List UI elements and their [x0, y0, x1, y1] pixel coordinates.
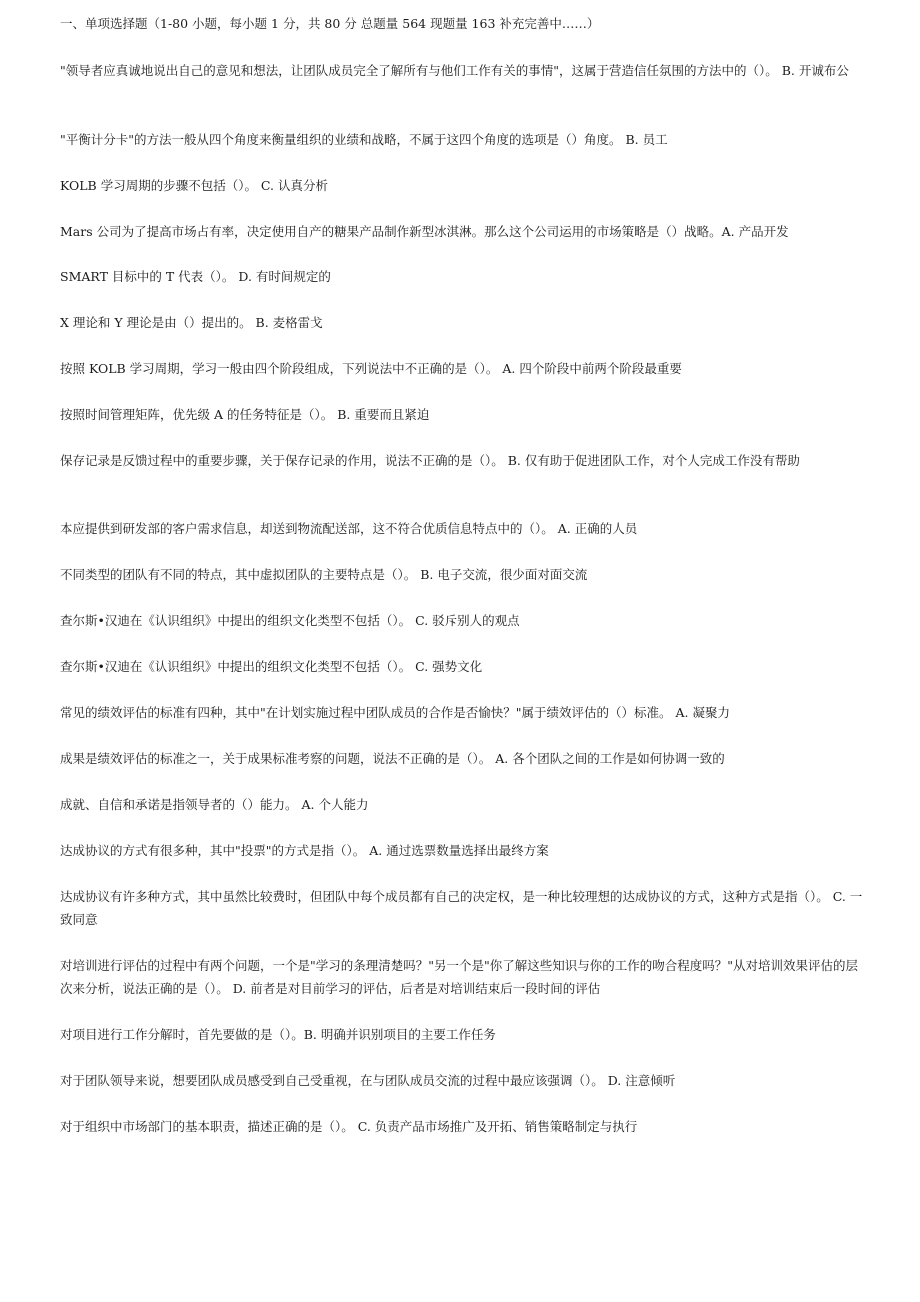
question-item: "领导者应真诚地说出自己的意见和想法，让团队成员完全了解所有与他们工作有关的事情"，这属于营造信任氛围的方法中的（）。 B. 开诚布公 — [60, 63, 849, 78]
question-item: Mars 公司为了提高市场占有率，决定使用自产的糖果产品制作新型冰淇淋。那么这个公司运用的市场策略是（）战略。A. 产品开发 — [60, 224, 789, 239]
question-item: "平衡计分卡"的方法一般从四个角度来衡量组织的业绩和战略，不属于这四个角度的选项是（）角度。 B. 员工 — [60, 132, 668, 147]
question-item: 对项目进行工作分解时，首先要做的是（）。B. 明确并识别项目的主要工作任务 — [60, 1027, 496, 1042]
question-item: 按照 KOLB 学习周期，学习一般由四个阶段组成，下列说法中不正确的是（）。 A. 四个阶段中前两个阶段最重要 — [60, 361, 682, 376]
question-item: X 理论和 Y 理论是由（）提出的。 B. 麦格雷戈 — [60, 315, 323, 330]
question-item: 查尔斯•汉迪在《认识组织》中提出的组织文化类型不包括（）。 C. 强势文化 — [60, 659, 483, 674]
question-item: 按照时间管理矩阵，优先级 A 的任务特征是（）。 B. 重要而且紧迫 — [60, 407, 430, 422]
question-item: 对于组织中市场部门的基本职责，描述正确的是（）。 C. 负责产品市场推广及开拓、销售策略制定与执行 — [60, 1119, 638, 1134]
question-item: 本应提供到研发部的客户需求信息，却送到物流配送部，这不符合优质信息特点中的（）。 A. 正确的人员 — [60, 521, 638, 536]
question-item: 不同类型的团队有不同的特点，其中虚拟团队的主要特点是（）。 B. 电子交流，很少面对面交流 — [60, 567, 588, 582]
question-item: 达成协议的方式有很多种，其中"投票"的方式是指（）。 A. 通过选票数量选择出最终方案 — [60, 843, 549, 858]
question-item: 对培训进行评估的过程中有两个问题，一个是"学习的条理清楚吗？"另一个是"你了解这些知识与你的工作的吻合程度吗？"从对培训效果评估的层次来分析，说法正确的是（）。 D. 前者是对目前学习的评估，后者是对培训结束后一段时间的评估 — [60, 958, 859, 996]
question-item: 成果是绩效评估的标准之一，关于成果标准考察的问题，说法不正确的是（）。 A. 各个团队之间的工作是如何协调一致的 — [60, 751, 725, 766]
question-item: KOLB 学习周期的步骤不包括（）。 C. 认真分析 — [60, 178, 329, 193]
question-item: 常见的绩效评估的标准有四种，其中"在计划实施过程中团队成员的合作是否愉快？"属于绩效评估的（）标准。 A. 凝聚力 — [60, 705, 730, 720]
section-heading: 一、单项选择题（1-80 小题，每小题 1 分，共 80 分 总题量 564 现题量 163 补充完善中……） — [60, 16, 600, 31]
question-item: 成就、自信和承诺是指领导者的（）能力。 A. 个人能力 — [60, 797, 369, 812]
question-item: 查尔斯•汉迪在《认识组织》中提出的组织文化类型不包括（）。 C. 驳斥别人的观点 — [60, 613, 520, 628]
question-item: 达成协议有许多种方式，其中虽然比较费时，但团队中每个成员都有自己的决定权，是一种比较理想的达成协议的方式，这种方式是指（）。 C. 一致同意 — [60, 889, 863, 927]
question-item: SMART 目标中的 T 代表（）。 D. 有时间规定的 — [60, 269, 331, 284]
question-item: 对于团队领导来说，想要团队成员感受到自己受重视，在与团队成员交流的过程中最应该强调（）。 D. 注意倾听 — [60, 1073, 676, 1088]
question-item: 保存记录是反馈过程中的重要步骤，关于保存记录的作用，说法不正确的是（）。 B. 仅有助于促进团队工作，对个人完成工作没有帮助 — [60, 453, 800, 468]
